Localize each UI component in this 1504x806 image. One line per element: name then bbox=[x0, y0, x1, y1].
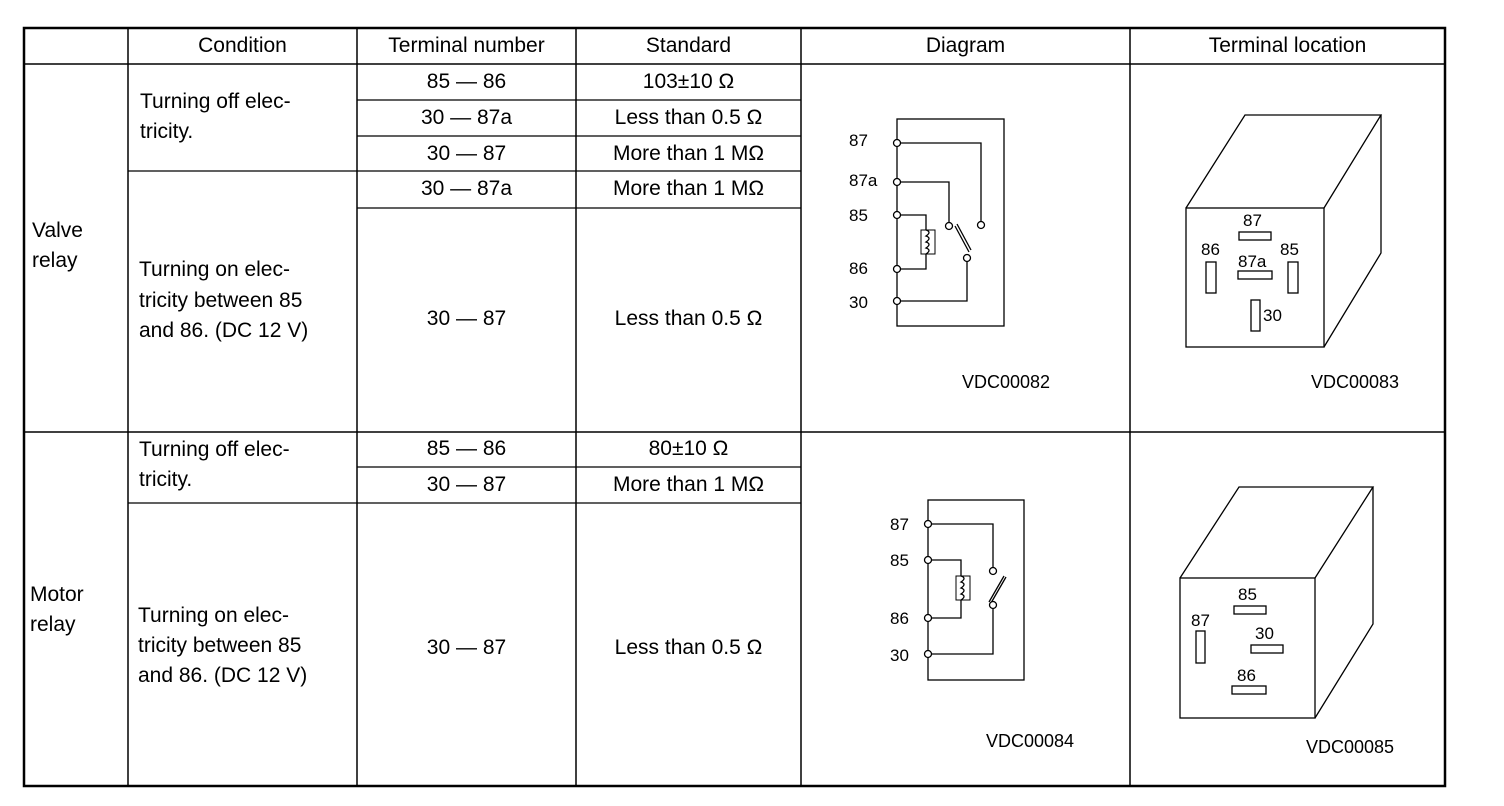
valve-standard-1: 103±10 Ω bbox=[642, 70, 735, 93]
header-standard: Standard bbox=[645, 34, 732, 57]
valve-off-condition-line1: Turning off elec- bbox=[140, 90, 291, 113]
motor-off-condition-line2: tricity. bbox=[139, 468, 193, 491]
header-diagram: Diagram bbox=[925, 34, 1006, 57]
valve-terminal-4: 30 — 87a bbox=[420, 177, 513, 200]
valve-off-condition-line2: tricity. bbox=[140, 120, 194, 143]
motor-relay-label-line2: relay bbox=[30, 613, 76, 636]
valve-location-code: VDC00083 bbox=[1311, 372, 1400, 392]
valve-terminal-2: 30 — 87a bbox=[420, 106, 513, 129]
valve-terminal-3: 30 — 87 bbox=[426, 142, 507, 165]
motor-relay-label-line1: Motor bbox=[30, 583, 84, 606]
motor-location-label-86: 86 bbox=[1237, 666, 1256, 685]
motor-on-condition-line1: Turning on elec- bbox=[138, 604, 289, 627]
valve-on-condition-line1: Turning on elec- bbox=[139, 258, 290, 281]
motor-on-condition-line3: and 86. (DC 12 V) bbox=[138, 664, 308, 687]
valve-diagram-label-85: 85 bbox=[849, 206, 868, 225]
motor-standard-3: Less than 0.5 Ω bbox=[614, 636, 763, 659]
motor-on-condition-line2: tricity between 85 bbox=[138, 634, 302, 657]
valve-standard-2: Less than 0.5 Ω bbox=[614, 106, 763, 129]
header-terminal-number: Terminal number bbox=[388, 34, 545, 57]
valve-diagram-label-30: 30 bbox=[849, 293, 868, 312]
motor-diagram-label-30: 30 bbox=[890, 646, 909, 665]
valve-diagram-label-86: 86 bbox=[849, 259, 868, 278]
valve-diagram-label-87a: 87a bbox=[849, 171, 878, 190]
valve-location-label-87a: 87a bbox=[1238, 252, 1267, 271]
valve-diagram-label-87: 87 bbox=[849, 131, 868, 150]
valve-standard-5: Less than 0.5 Ω bbox=[614, 307, 763, 330]
valve-relay-label-line2: relay bbox=[32, 249, 78, 272]
motor-diagram-label-87: 87 bbox=[890, 515, 909, 534]
motor-diagram-label-85: 85 bbox=[890, 551, 909, 570]
valve-terminal-1: 85 — 86 bbox=[426, 70, 507, 93]
motor-standard-2: More than 1 MΩ bbox=[612, 473, 765, 496]
valve-location-label-85: 85 bbox=[1280, 240, 1299, 259]
valve-on-condition-line3: and 86. (DC 12 V) bbox=[139, 319, 309, 342]
motor-terminal-2: 30 — 87 bbox=[426, 473, 507, 496]
valve-diagram-code: VDC00082 bbox=[962, 372, 1051, 392]
motor-diagram-code: VDC00084 bbox=[986, 731, 1075, 751]
header-terminal-location: Terminal location bbox=[1208, 34, 1367, 57]
valve-location-label-30: 30 bbox=[1263, 306, 1282, 325]
valve-standard-4: More than 1 MΩ bbox=[612, 177, 765, 200]
valve-location-label-86: 86 bbox=[1201, 240, 1220, 259]
valve-standard-3: More than 1 MΩ bbox=[612, 142, 765, 165]
valve-on-condition-line2: tricity between 85 bbox=[139, 289, 303, 312]
header-condition: Condition bbox=[198, 34, 287, 57]
motor-diagram-label-86: 86 bbox=[890, 609, 909, 628]
motor-location-label-87: 87 bbox=[1191, 611, 1210, 630]
valve-terminal-5: 30 — 87 bbox=[426, 307, 507, 330]
valve-location-label-87: 87 bbox=[1243, 211, 1262, 230]
motor-off-condition-line1: Turning off elec- bbox=[139, 438, 290, 461]
valve-relay-label-line1: Valve bbox=[32, 219, 83, 242]
motor-terminal-3: 30 — 87 bbox=[426, 636, 507, 659]
motor-terminal-1: 85 — 86 bbox=[426, 437, 507, 460]
motor-location-label-85: 85 bbox=[1238, 585, 1257, 604]
motor-location-code: VDC00085 bbox=[1306, 737, 1395, 757]
motor-location-label-30: 30 bbox=[1255, 624, 1274, 643]
motor-standard-1: 80±10 Ω bbox=[648, 437, 729, 460]
